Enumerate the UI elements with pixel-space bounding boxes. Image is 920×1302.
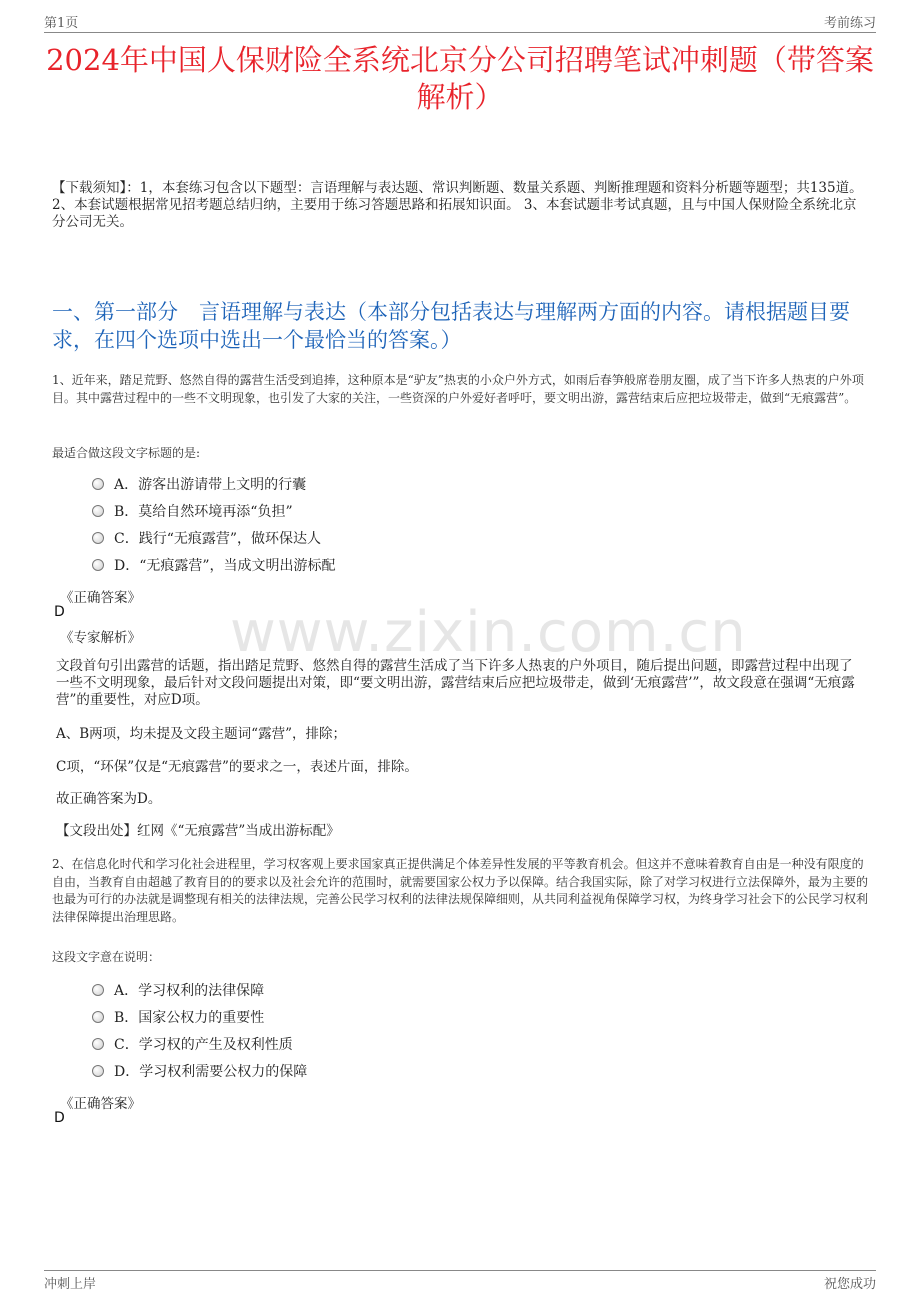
q1-option-a[interactable] [92, 476, 306, 494]
download-notice: 【下载须知】：1，本套练习包含以下题型：言语理解与表达题、常识判断题、数量关系题、判断推理题和资料分析题等题型；共135道。 2、本套试题根据常见招考题总结归纳，主要用于练习答题思路和拓展知识面。 3、本套试题非考试真题，且与中国人保财险全系统北京分公司无关。 [52, 180, 863, 230]
document-title: 2024年中国人保财险全系统北京分公司招聘笔试冲刺题（带答案解析） [46, 43, 874, 114]
option-label: D．学习权利需要公权力的保障 [114, 1064, 308, 1080]
footer-left: 冲刺上岸 [44, 1277, 97, 1292]
radio-icon[interactable] [92, 1038, 104, 1050]
radio-icon[interactable] [92, 1065, 104, 1077]
option-label: C．学习权的产生及权利性质 [114, 1037, 293, 1053]
radio-icon[interactable] [92, 1011, 104, 1023]
page-header [44, 12, 876, 32]
header-rule [44, 32, 876, 33]
q1-analysis-paragraph: 文段首句引出露营的话题，指出踏足荒野、悠然自得的露营生活成了当下许多人热衷的户外项目，随后提出问题，即露营过程中出现了一些不文明现象，最后针对文段问题提出对策，即“要文明出游，露营结束后应把垃圾带走，做到‘无痕露营’”，故文段意在强调“无痕露营”的重要性，对应D项。 [56, 658, 855, 708]
q1-analysis-label: 《专家解析》 [60, 630, 141, 646]
watermark: www.zixin.com.cn [230, 600, 747, 665]
option-label: A．游客出游请带上文明的行囊 [114, 477, 307, 493]
page-number: 第1页 [44, 16, 79, 31]
question-1-prompt: 最适合做这段文字标题的是: [52, 446, 201, 460]
q1-answer-label: 《正确答案》 [60, 590, 141, 606]
q1-option-d[interactable] [92, 557, 336, 575]
question-1-text: 1、近年来，踏足荒野、悠然自得的露营生活受到追捧，这种原本是“驴友”热衷的小众户外方式，如雨后春笋般席卷朋友圈，成了当下许多人热衷的户外项目。其中露营过程中的一些不文明现象，也引发了大家的关注，一些资深的户外爱好者呼吁，要文明出游，露营结束后应把垃圾带走，做到“无痕露营”。 [52, 373, 864, 405]
question-2-text: 2、在信息化时代和学习化社会进程里，学习权客观上要求国家真正提供满足个体差异性发展的平等教育机会。但这并不意味着教育自由是一种没有限度的自由，当教育自由超越了教育目的的要求以及社会允许的范围时，就需要国家公权力予以保障。结合我国实际，除了对学习权进行立法保障外，最为主要的也最为可行的办法就是调整现有相关的法律法规，完善公民学习权利的法律法规保障细则，从共同利益视角保障学习权，为终身学习社会下的公民学习权利法律保障提出治理思路。 [52, 857, 869, 924]
option-label: A．学习权利的法律保障 [114, 983, 265, 999]
radio-icon[interactable] [92, 532, 104, 544]
radio-icon[interactable] [92, 984, 104, 996]
radio-icon[interactable] [92, 478, 104, 490]
radio-icon[interactable] [92, 559, 104, 571]
q2-answer-label: 《正确答案》 [60, 1096, 141, 1112]
q2-option-c[interactable] [92, 1036, 293, 1054]
q2-answer: D [54, 1110, 65, 1126]
q2-option-a[interactable] [92, 982, 264, 1000]
q1-option-b[interactable] [92, 503, 293, 521]
q1-source: 【文段出处】红网《“无痕露营”当成出游标配》 [56, 823, 340, 839]
footer-right: 祝您成功 [823, 1277, 876, 1292]
footer-rule [44, 1270, 876, 1271]
q1-analysis-paragraph: C项，“环保”仅是“无痕露营”的要求之一，表述片面，排除。 [56, 759, 418, 775]
option-label: B．国家公权力的重要性 [114, 1010, 265, 1026]
option-label: D．“无痕露营”，当成文明出游标配 [114, 558, 336, 574]
section-heading: 一、第一部分 言语理解与表达（本部分包括表达与理解两方面的内容。请根据题目要求，在四个选项中选出一个最恰当的答案。） [52, 300, 850, 352]
question-2-prompt: 这段文字意在说明： [52, 950, 161, 964]
q1-analysis-paragraph: A、B两项，均未提及文段主题词“露营”，排除； [56, 726, 346, 742]
option-label: B．莫给自然环境再添“负担” [114, 504, 293, 520]
option-label: C．践行“无痕露营”，做环保达人 [114, 531, 322, 547]
q1-answer: D [54, 604, 65, 620]
q1-analysis-paragraph: 故正确答案为D。 [56, 791, 162, 807]
q2-option-b[interactable] [92, 1009, 264, 1027]
header-tag: 考前练习 [823, 16, 876, 31]
q1-option-c[interactable] [92, 530, 321, 548]
q2-option-d[interactable] [92, 1063, 307, 1081]
radio-icon[interactable] [92, 505, 104, 517]
